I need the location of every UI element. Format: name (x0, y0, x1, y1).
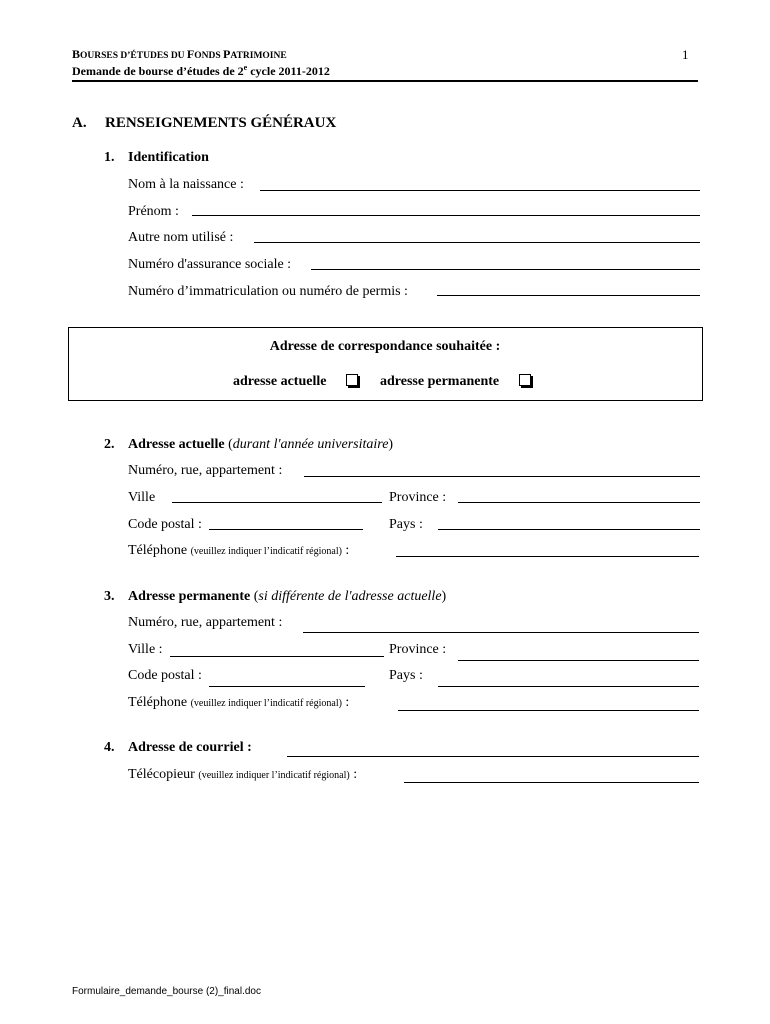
title-part-3: PATRIMOINE (223, 47, 287, 61)
birth-name-field[interactable] (260, 190, 700, 191)
permanent-phone-field[interactable] (398, 710, 699, 711)
identification-title: Identification (128, 150, 209, 165)
footer-filename: Formulaire_demande_bourse (2)_final.doc (72, 986, 261, 997)
email-field[interactable] (287, 756, 699, 757)
permanent-city-field[interactable] (170, 656, 384, 657)
current-country-label: Pays : (389, 517, 423, 532)
birth-name-label: Nom à la naissance : (128, 177, 244, 192)
permanent-street-field[interactable] (303, 632, 699, 633)
current-country-field[interactable] (438, 529, 700, 530)
other-name-label: Autre nom utilisé : (128, 230, 234, 245)
permanent-postal-field[interactable] (209, 686, 365, 687)
current-city-field[interactable] (172, 502, 382, 503)
correspondence-title: Adresse de correspondance souhaitée : (269, 339, 501, 354)
first-name-label: Prénom : (128, 204, 179, 219)
first-name-field[interactable] (192, 215, 700, 216)
current-postal-field[interactable] (209, 529, 363, 530)
current-province-label: Province : (389, 490, 447, 505)
current-postal-label: Code postal : (128, 517, 202, 532)
permanent-address-number: 3. (104, 589, 115, 604)
sin-field[interactable] (311, 269, 700, 270)
document-header-subtitle: Demande de bourse d’études de 2e cycle 2011-2012 (72, 63, 330, 78)
registration-field[interactable] (437, 295, 700, 296)
current-address-number: 2. (104, 437, 115, 452)
permanent-country-label: Pays : (389, 668, 423, 683)
header-rule (72, 80, 698, 82)
permanent-country-field[interactable] (438, 686, 699, 687)
current-province-field[interactable] (458, 502, 700, 503)
section-a-letter: A. (72, 115, 87, 131)
current-address-heading: Adresse actuelle (durant l'année universitaire) (128, 437, 394, 452)
page-number: 1 (682, 47, 689, 62)
section-a-title: RENSEIGNEMENTS GÉNÉRAUX (105, 115, 337, 131)
correspondence-option-permanent: adresse permanente (380, 374, 531, 390)
title-part-1: BOURSES D’ÉTUDES DU (72, 47, 187, 61)
email-number: 4. (104, 740, 115, 755)
registration-label: Numéro d’immatriculation ou numéro de permis : (128, 284, 408, 299)
current-phone-label: Téléphone (veuillez indiquer l’indicatif régional) : (128, 543, 350, 558)
correspondence-option-current: adresse actuelle (233, 374, 358, 390)
permanent-address-checkbox[interactable] (519, 374, 531, 386)
document-header-title (72, 47, 287, 62)
permanent-street-label: Numéro, rue, appartement : (128, 615, 283, 630)
email-title: Adresse de courriel : (128, 740, 252, 755)
current-city-label: Ville (128, 490, 156, 505)
title-part-2: FONDS (186, 47, 224, 61)
fax-field[interactable] (404, 782, 699, 783)
permanent-city-label: Ville : (128, 642, 163, 657)
fax-label: Télécopieur (veuillez indiquer l’indicatif régional) : (128, 767, 358, 782)
permanent-province-field[interactable] (458, 660, 699, 661)
permanent-postal-label: Code postal : (128, 668, 202, 683)
current-address-checkbox[interactable] (346, 374, 358, 386)
current-street-label: Numéro, rue, appartement : (128, 463, 283, 478)
current-street-field[interactable] (304, 476, 700, 477)
permanent-address-heading: Adresse permanente (si différente de l'adresse actuelle) (128, 589, 447, 604)
permanent-province-label: Province : (389, 642, 447, 657)
identification-number: 1. (104, 150, 115, 165)
sin-label: Numéro d'assurance sociale : (128, 257, 292, 272)
current-phone-field[interactable] (396, 556, 699, 557)
permanent-phone-label: Téléphone (veuillez indiquer l’indicatif régional) : (128, 695, 350, 710)
other-name-field[interactable] (254, 242, 700, 243)
